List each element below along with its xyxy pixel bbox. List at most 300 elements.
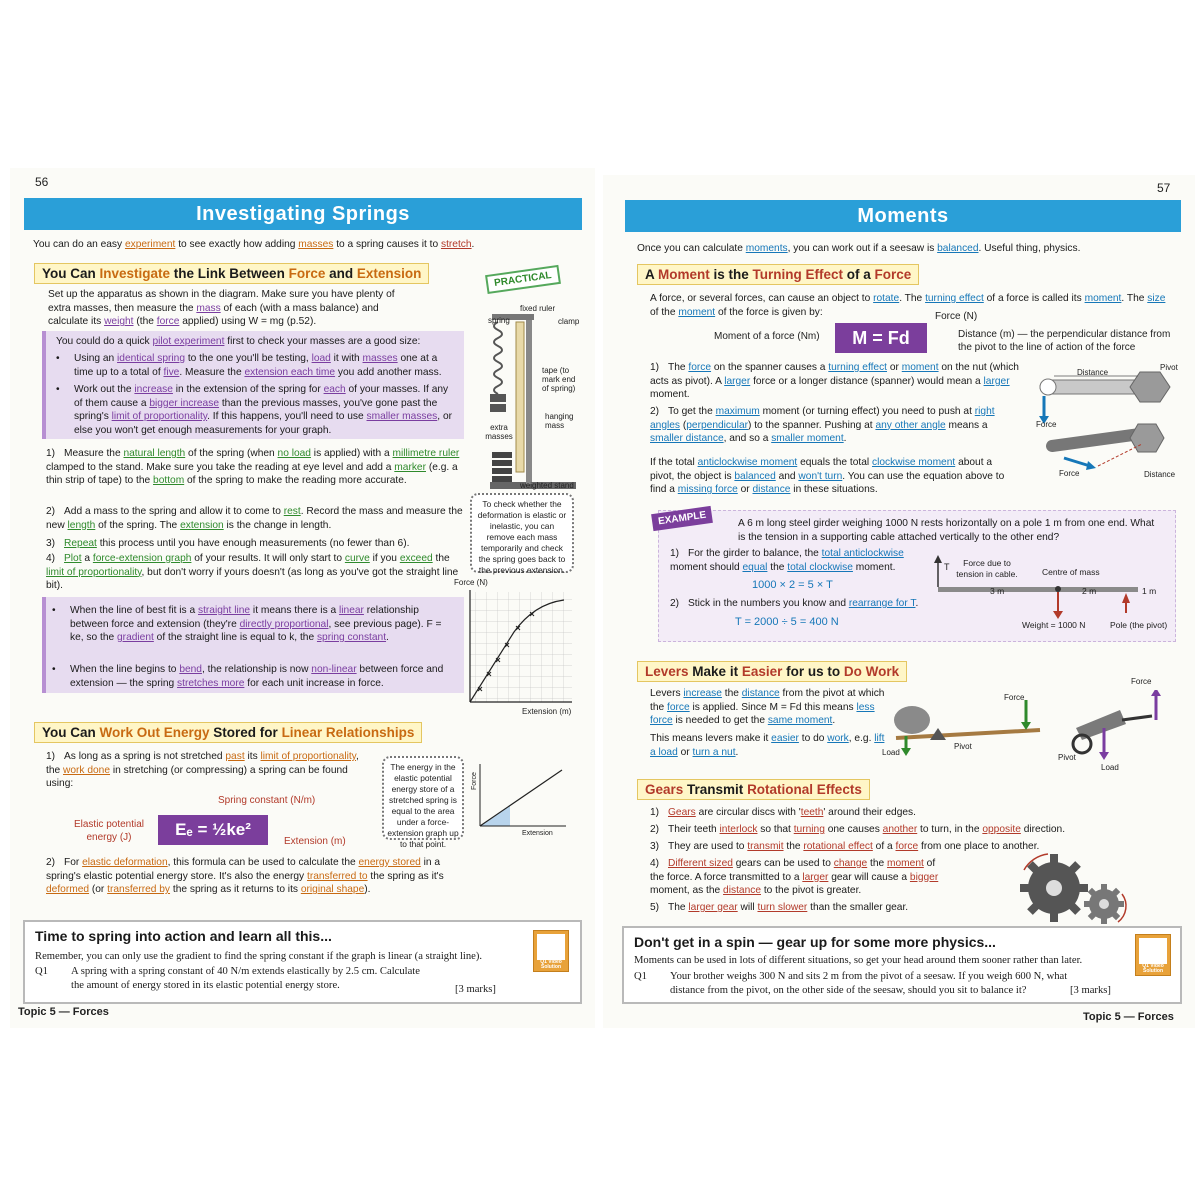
text-segment: in a spring's elastic potential energy store. It's also the energy [46,857,441,882]
text-segment: . The [1121,293,1148,304]
text-segment: gradient [117,632,154,644]
lever-label-force: Force [1004,693,1025,702]
text-segment: force-extension graph [92,553,192,564]
label-spring: spring [488,316,510,325]
step-4 [46,552,466,593]
text-segment: length [67,519,96,531]
text-segment: another [882,824,918,835]
energy-graph-line [480,770,562,826]
levers-paragraph-2 [650,732,890,759]
text-segment: smaller distance [650,433,724,445]
text-segment: . Record the mass and measure the new [46,506,463,531]
text-segment: it means there is a [250,605,339,616]
text-segment: total clockwise [787,561,853,573]
text-segment: in the extension of the spring for [172,384,324,395]
text-segment: moment (or turning effect) you need to push at [759,406,975,417]
text-segment: masses [298,239,334,250]
text-segment: and [325,266,357,281]
text-segment: force [667,701,690,713]
text-segment: of the spring (when [185,448,278,459]
text-segment: are circular discs with ' [695,807,801,818]
label-force: Force (N) [935,311,978,322]
text-segment: work [827,733,849,744]
spanner-label-force: Force [1036,420,1057,429]
load-rock [894,706,930,734]
label-clamp: clamp [558,317,580,326]
barrow-label-pivot: Pivot [1058,753,1076,762]
text-segment: force [156,316,180,328]
large-gear-hub [1046,880,1062,896]
text-segment: . Useful thing, physics. [978,243,1081,254]
text-segment: , but don't worry if yours doesn't (as long as you've got the straight line bit). [46,566,459,592]
load-arrowhead [901,748,911,756]
text-segment: moment [1084,293,1122,304]
ruler [516,322,524,472]
text-segment: its [244,751,261,762]
text-segment: Different sized [668,858,733,869]
text-segment: Their teeth [668,824,720,835]
text-segment: 4) [46,553,56,564]
text-segment: rearrange for T [848,598,916,609]
text-segment: millimetre ruler [392,448,460,459]
bullet: • [52,664,56,675]
text-segment: spring constant [316,632,387,644]
text-segment: the [867,858,888,869]
page-title: Investigating Springs [24,198,582,230]
hanging-mass [490,404,506,412]
text-segment: direction. [1020,824,1066,835]
text-segment: . [386,632,389,644]
text-segment: moment. [650,389,690,401]
qr-code[interactable] [1135,934,1171,976]
text-segment: increase [683,688,722,699]
text-segment: to the pivot is greater. [761,885,862,897]
text-segment: opposite [982,824,1021,835]
summary-text: Remember, you can only use the gradient to find the spring constant if the graph is linear (a straight line). [35,951,483,962]
text-segment: or [887,362,902,373]
text-segment: Investigate [99,266,171,281]
text-segment: turning effect [925,293,984,304]
text-segment: . You can use the equation above to find a [650,470,1005,496]
section-heading-gears [637,779,870,800]
label-fixed-ruler: fixed ruler [520,304,556,313]
text-segment: relationship between force and extension (they're [70,605,419,630]
label-elastic-energy: Elastic potential energy (J) [73,819,145,843]
qr-pattern [537,934,565,960]
text-segment: it with [330,353,363,364]
text-segment: To get the [668,406,716,417]
text-segment: no load [277,448,311,459]
text-segment: Stored for [209,725,282,740]
text-segment: of your results. It will only start to [191,553,345,564]
text-segment: increase [134,384,173,395]
balance-paragraph [650,456,1010,497]
text-segment: Stick in the numbers you know and [688,598,849,609]
text-segment: moment, as the [650,885,724,897]
qr-caption: Q1 Video Solution [540,959,562,970]
text-segment: 2) [650,824,660,835]
text-segment: natural length [123,448,186,459]
label-distance: Distance (m) — the perpendicular distance from the pivot to the line of action of the force [958,329,1171,353]
text-segment: When the line begins to [70,664,180,675]
question-label: Q1 [35,966,48,977]
page-number: 57 [1157,181,1171,195]
text-segment: 1) [670,548,680,559]
text-segment: original shape [300,884,365,896]
text-segment: You can do an easy [33,239,125,250]
text-segment: energy stored [358,857,421,868]
text-segment: size [1147,293,1166,304]
text-segment: equal [742,561,768,573]
text-segment: Levers [645,664,689,679]
diagram-label-3m: 3 m [990,586,1005,596]
text-segment: the [432,553,450,564]
text-segment: of your masses. If any of them cause a [74,384,449,409]
text-segment: is needed to get the [672,715,768,727]
text-segment: For the girder to balance, the [688,548,822,559]
text-segment: 2) [46,857,56,868]
nut-1 [1130,372,1170,402]
text-segment: to a spring causes it to [333,239,441,250]
gears-point-1 [650,806,1170,820]
text-segment: balanced [734,470,776,482]
diagram-label-2m: 2 m [1082,586,1097,596]
text-segment: first to check your masses are a good size: [224,336,421,347]
text-segment: to turn, in the [917,824,983,835]
spanner-label-pivot: Pivot [1160,363,1178,372]
text-segment: of the spring to make the reading more accurate. [184,475,407,487]
text-segment: each [323,384,346,395]
text-segment: is the change in length. [223,519,332,531]
text-segment: , e.g. [848,733,875,744]
text-segment: you add another mass. [335,366,442,378]
energy-step-1 [46,750,366,791]
footer-topic: Topic 5 — Forces [18,1006,109,1018]
text-segment: than the previous masses, you've gone past the spring's [74,397,438,423]
text-segment: right angles [650,406,995,431]
weight-arrowhead [1053,611,1063,619]
text-segment: past [225,751,245,762]
text-segment: the [721,688,742,699]
barrow-label-load: Load [1101,763,1119,772]
spanner-label-distance-2: Distance [1144,470,1176,479]
text-segment: They are used to [668,841,748,852]
setup-paragraph [48,288,400,329]
text-segment: work done [63,764,111,776]
example-badge: EXAMPLE [651,506,713,531]
text-segment: stretch [440,239,472,250]
text-segment: 2) [650,406,660,417]
text-segment: one causes [824,824,883,835]
marks-label: [3 marks] [1070,985,1111,996]
text-segment: pilot experiment [152,336,225,347]
text-segment: equals the total [797,457,872,468]
text-segment: to see exactly how adding [175,239,299,250]
energy-graph-x-label: Extension [522,830,553,837]
text-segment: , you can work out if a seesaw is [787,243,938,254]
text-segment: of a [872,841,896,852]
text-segment: Do Work [843,664,900,679]
force-extension-graph [464,588,576,706]
text-segment: , the [46,751,359,776]
step-3 [46,537,466,551]
distance-line-2 [1098,444,1142,466]
lever-label-pivot: Pivot [954,742,972,751]
text-segment: Force [288,266,326,281]
pilot-bullet-2 [74,383,456,437]
spring-coil [494,322,502,394]
text-segment: . [915,598,919,609]
rotation-arrow-small [1118,894,1126,922]
text-segment: A force, or several forces, can cause an object to [650,293,874,304]
text-segment: mass [196,302,221,314]
energy-graph-y-label: Force [471,772,478,790]
text-segment: larger [802,871,829,883]
text-segment: from the pivot at which the [650,688,885,713]
moment-formula: M = Fd [835,323,927,353]
bullet: • [56,353,60,364]
text-segment: If the total [650,457,698,468]
text-segment: distance [752,484,791,496]
text-segment: Extension [356,266,422,281]
text-segment: or [677,746,693,758]
text-segment: Make it [688,664,742,679]
summary-title: Don't get in a spin — gear up for some more physics... [634,934,996,950]
label-hanging-mass: hanging mass [545,412,574,430]
text-segment: turn a nut [692,746,736,758]
text-segment: You Can [42,266,100,281]
example-question: A 6 m long steel girder weighing 1000 N rests horizontally on a pole 1 m from one end. What is the tension in a supporting cable attached vertically to the other end? [738,518,1155,543]
text-segment: this process until you have enough measurements (no fewer than 6). [96,538,410,549]
text-segment: gears can be used to [732,858,834,869]
text-segment: the [783,841,804,852]
summary-text: Moments can be used in lots of different situations, so get your head around them sooner rather than later. [634,955,1083,966]
label-moment: Moment of a force (Nm) [714,331,820,342]
text-segment: transferred to [306,870,368,882]
bullet: • [56,384,60,395]
text-segment: is the [709,267,753,282]
text-segment: The [668,362,689,373]
text-segment: Turning Effect [752,267,844,282]
text-segment: interlock [719,824,758,835]
text-segment: rotate [873,293,900,304]
text-segment: distance [741,688,780,699]
extra-mass [492,468,512,474]
small-gear-hub [1099,899,1109,909]
qr-code[interactable] [533,930,569,972]
text-segment: rest [283,506,301,517]
diagram-label-1m: 1 m [1142,586,1157,596]
text-segment: larger gear [688,902,738,913]
graph-x-label: Extension (m) [522,707,572,716]
elastic-check-note: To check whether the deformation is elastic or inelastic, you can remove each mass temporarily and check the spring goes back to the previous extension. [470,493,574,573]
barrow-label-force: Force [1131,677,1152,686]
text-segment: this means [801,701,857,713]
text-segment: curve [344,553,370,564]
text-segment: than the smaller gear. [807,902,909,913]
text-segment: force [895,841,919,852]
text-segment: or [737,484,753,496]
text-segment: Gears [668,807,696,818]
text-segment: Measure the [64,448,124,459]
text-segment: . [735,746,739,758]
text-segment: the Link Between [170,266,289,281]
text-segment: Rotational Effects [747,782,862,797]
wheelbarrow-handle [1122,716,1152,720]
text-segment: (the [133,316,157,328]
diagram-label-t: T [944,562,950,572]
text-segment: 4) [650,858,660,869]
energy-area-graph [466,760,572,840]
lever-diagram [890,690,1180,780]
text-segment: clamped to the stand. Make sure you take the reading at eye level and add a [46,461,395,473]
text-segment: moment. [852,561,896,573]
text-segment: bottom [153,475,185,487]
tension-arrowhead [934,555,942,563]
text-segment: extension each time [244,366,336,378]
text-segment: is applied) with a [310,448,393,459]
page-title: Moments [625,200,1181,232]
extra-mass [492,452,512,458]
text-segment: Easier [741,664,783,679]
text-segment: ( [680,419,687,431]
text-segment: Set up the apparatus as shown in the diagram. Make sure you have plenty of extra masses, then measure the [48,289,395,314]
text-segment: limit of proportionality [260,751,357,762]
text-segment: 3) [650,841,660,852]
text-segment: of the [650,306,679,318]
text-segment: Add a mass to the spring and allow it to come to [64,506,284,517]
diagram-label-tension: Force due to tension in cable. [956,558,1018,579]
text-segment: is applied. Since [689,701,770,713]
text-segment: teeth [800,807,824,818]
text-segment: balanced [937,243,979,254]
text-segment: easier [771,733,799,744]
extra-mass [492,460,512,466]
energy-area-note: The energy in the elastic potential energy store of a stretched spring is equal to the area under a force-extension graph up to that point. [382,756,464,840]
text-segment: 1) [46,448,56,459]
text-segment: Gears [645,782,684,797]
text-segment: 3) [46,538,56,549]
practical-badge: PRACTICAL [485,265,561,294]
text-segment: limit of proportionality [111,411,208,423]
text-segment: stretches more [177,677,245,689]
text-segment: exceed [399,553,433,564]
text-segment: and [775,470,799,482]
pilot-bullet-1 [74,352,456,379]
text-segment: 1) [46,751,56,762]
text-segment: directly proportional [239,618,329,630]
text-segment: will [737,902,758,913]
text-segment: Transmit [683,782,748,797]
text-segment: force or a longer distance (spanner) would mean a [750,375,984,387]
text-segment: the spring as it's [367,870,444,882]
text-segment: ) to the spanner. Pushing at [748,419,876,431]
step-2 [46,505,466,532]
qr-caption: Q1 Video Solution [1142,963,1164,974]
text-segment: . Measure the [179,366,245,378]
text-segment: ). [364,884,371,896]
text-segment: in stretching (or compressing) a spring can be found using: [46,764,348,790]
barrow-force-arrowhead [1151,690,1161,696]
text-segment: elastic deformation [82,857,168,868]
footer-topic: Topic 5 — Forces [1083,1011,1174,1023]
summary-box [23,920,582,1004]
text-segment: of the force is given by: [715,306,823,318]
text-segment: transmit [747,841,784,852]
qr-pattern [1139,938,1167,964]
text-segment: Work Out Energy [99,725,210,740]
text-segment: Levers [650,688,684,699]
moment-step-1 [650,361,1022,402]
text-segment: Moment [658,267,710,282]
text-segment: smaller moment [771,433,844,445]
text-segment: , or else you won't get enough measurements for your graph. [74,411,453,436]
text-segment: larger [724,375,751,387]
text-segment: , the relationship is now [201,664,312,675]
text-segment: distance [723,885,761,897]
diagram-label-weight: Weight = 1000 N [1022,620,1086,630]
text-segment: total anticlockwise [821,548,904,559]
summary-title: Time to spring into action and learn all this... [35,928,332,944]
text-segment: (or [89,884,108,896]
fit-bullet-2 [70,663,454,690]
text-segment: any other angle [875,419,946,431]
text-segment: . [471,239,475,250]
moment-step-2 [650,405,1022,446]
text-segment: in these situations. [790,484,878,496]
text-segment: five [163,366,180,378]
text-segment: bend [179,664,202,675]
text-segment: weight [104,316,134,328]
graph-y-label: Force (N) [454,578,488,587]
text-segment: on the nut (which acts as pivot). A [650,362,1019,387]
intro-text [637,242,1177,256]
text-segment: moment [901,362,939,373]
text-segment: You could do a quick [56,336,153,347]
text-segment: M = Fd [769,701,802,713]
label-extra-masses: extra masses [485,423,513,441]
gears-diagram [1018,850,1138,930]
girder [938,587,1138,592]
text-segment: (e.g. a thin strip of tape) to the [46,461,458,487]
text-segment: rotational effect [803,841,873,852]
text-segment: for us to [782,664,844,679]
example-calc-1: 1000 × 2 = 5 × T [752,579,833,591]
page-number: 56 [35,175,49,189]
text-segment: same moment [767,715,833,727]
section-heading-energy [34,722,422,743]
text-segment: , the [294,632,317,644]
label-weighted-stand: weighted stand [520,481,574,490]
text-segment: moments [745,243,788,254]
extra-mass [492,476,512,482]
spanner-1-ring [1040,379,1056,395]
pivot-pole [1122,593,1130,603]
text-segment: Repeat [64,538,97,549]
text-segment: for each unit increase in force. [244,677,384,689]
bullet: • [52,605,56,616]
text-segment: to do [798,733,828,744]
text-segment: bigger increase [149,397,219,409]
text-segment: ' around their edges. [823,807,916,818]
text-segment: larger [983,375,1010,387]
text-segment: bigger [909,871,939,883]
question-label: Q1 [634,971,647,982]
marks-label: [3 marks] [455,984,496,995]
text-segment: change [833,858,868,869]
text-segment: This means levers make it [650,733,772,744]
label-extension: Extension (m) [284,836,346,847]
